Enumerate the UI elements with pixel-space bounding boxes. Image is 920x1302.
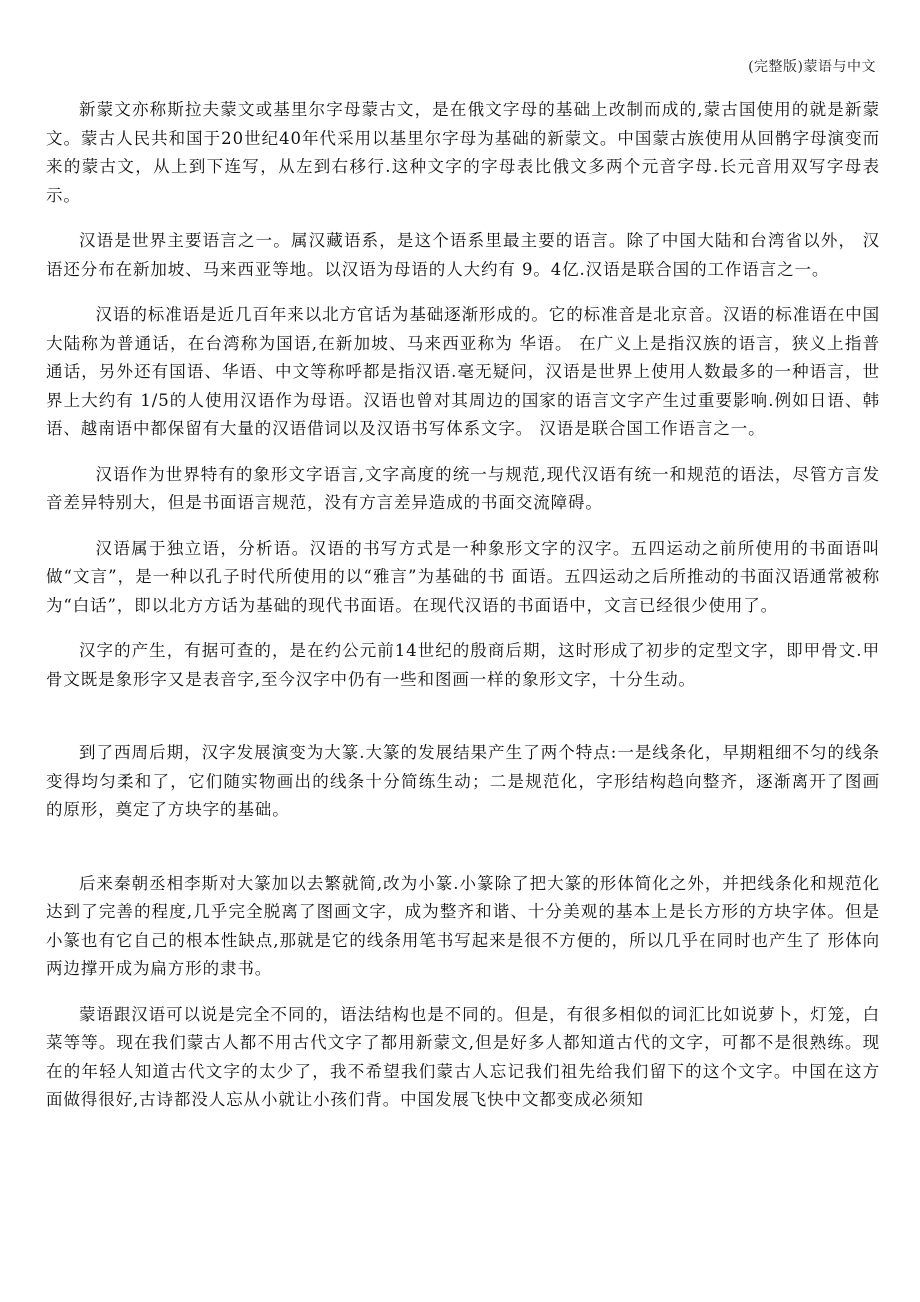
paragraph-oracle-bone-script: 汉字的产生，有据可查的，是在约公元前14世纪的殷商后期，这时形成了初步的定型文字，即甲骨文.甲骨文既是象形字又是表音字,至今汉字中仍有一些和图画一样的象形文字，十分生动。 [46,641,880,689]
paragraph-great-seal-script: 到了西周后期，汉字发展演变为大篆.大篆的发展结果产生了两个特点:一是线条化，早期粗细不匀的线条变得均匀柔和了，它们随实物画出的线条十分简练生动；二是规范化，字形结构趋向整齐，逐渐离开了图画的原形，奠定了方块字的基础。 [46,743,880,819]
paragraph-chinese-overview: 汉语是世界主要语言之一。属汉藏语系，是这个语系里最主要的语言。除了中国大陆和台湾省以外， 汉语还分布在新加坡、马来西亚等地。以汉语为母语的人大约有 9。4亿.汉语是联合国的工作语言之一。 [46,231,880,279]
paragraph-mongolian-vs-chinese: 蒙语跟汉语可以说是完全不同的，语法结构也是不同的。但是，有很多相似的词汇比如说萝卜，灯笼，白菜等等。现在我们蒙古人都不用古代文字了都用新蒙文,但是好多人都知道古代的文字，可都不是很熟练。现在的年轻人知道古代文字的太少了，我不希望我们蒙古人忘记我们祖先给我们留下的这个文字。中国在这方面做得很好,古诗都没人忘从小就让小孩们背。中国发展飞快中文都变成必须知 [46,1004,880,1109]
document-body [46,96,880,1115]
paragraph-new-mongolian-script: 新蒙文亦称斯拉夫蒙文或基里尔字母蒙古文，是在俄文字母的基础上改制而成的,蒙古国使用的就是新蒙文。蒙古人民共和国于20世纪40年代采用以基里尔字母为基础的新蒙文。中国蒙古族使用从回鹘字母演变而来的蒙古文，从上到下连写，从左到右移行.这种文字的字母表比俄文多两个元音字母.长元音用双写字母表示。 [46,100,880,205]
paragraph-small-seal-script: 后来秦朝丞相李斯对大篆加以去繁就简,改为小篆.小篆除了把大篆的形体简化之外，并把线条化和规范化达到了完善的程度,几乎完全脱离了图画文字，成为整齐和谐、十分美观的基本上是长方形的方块字体。但是小篆也有它自己的根本性缺点,那就是它的线条用笔书写起来是很不方便的，所以几乎在同时也产生了 形体向两边撑开成为扁方形的隶书。 [46,873,880,978]
paragraph-analytic-language: 汉语属于独立语，分析语。汉语的书写方式是一种象形文字的汉字。五四运动之前所使用的书面语叫做“文言”，是一种以孔子时代所使用的以“雅言”为基础的书 面语。五四运动之后所推动的书面汉语通常被称为“白话”，即以北方方话为基础的现代书面语。在现代汉语的书面语中，文言已经很少使用了。 [46,538,880,615]
paragraph-written-standard: 汉语作为世界特有的象形文字语言,文字高度的统一与规范,现代汉语有统一和规范的语法，尽管方言发音差异特别大，但是书面语言规范，没有方言差异造成的书面交流障碍。 [46,464,880,512]
paragraph-standard-chinese: 汉语的标准语是近几百年来以北方官话为基础逐渐形成的。它的标准音是北京音。汉语的标准语在中国大陆称为普通话，在台湾称为国语,在新加坡、马来西亚称为 华语。 在广义上是指汉族的语言，狭义上指普通话，另外还有国语、华语、中文等称呼都是指汉语.毫无疑问，汉语是世界上使用人数最多的一种语言，世界上大约有 1/5的人使用汉语作为母语。汉语也曾对其周边的国家的语言文字产生过重要影响.例如日语、韩语、越南语中都保留有大量的汉语借词以及汉语书写体系文字。 汉语是联合国工作语言之一。 [46,305,880,438]
running-header: (完整版)蒙语与中文 [748,59,876,75]
